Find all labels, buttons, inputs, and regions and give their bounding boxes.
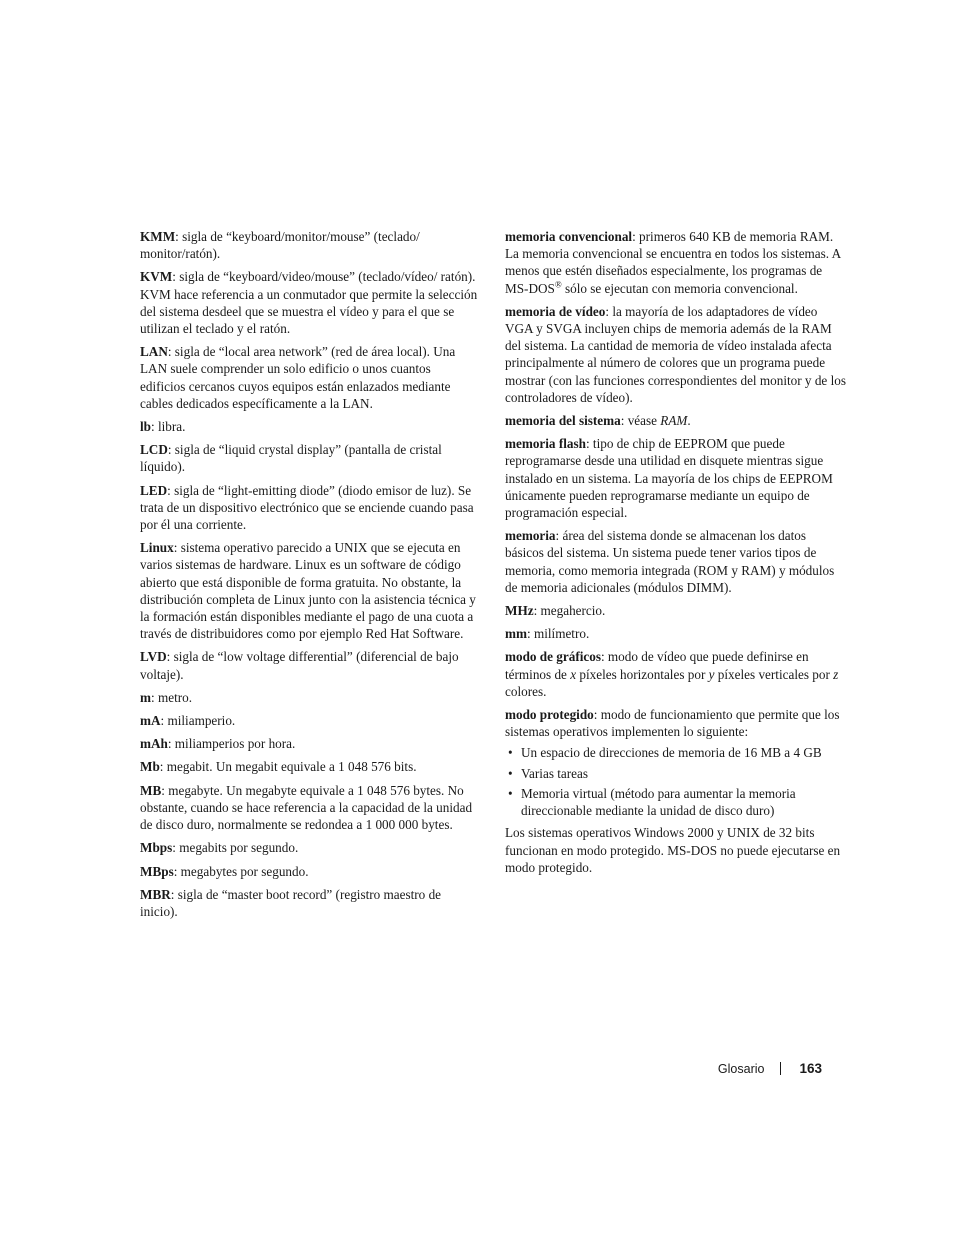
glossary-entry-led <box>140 482 478 534</box>
definition: : miliamperio. <box>160 713 236 729</box>
definition: : primeros 640 KB de memoria RAM. La memoria convencional se encuentra en todos los sistemas. A menos que estén diseñados especialmente, los programas de MS-DOS <box>505 229 841 296</box>
term: mA <box>140 713 161 729</box>
definition: : megabyte. Un megabyte equivale a 1 048 576 bytes. No obstante, cuando se hace referencia a la capacidad de la unidad de disco duro, normalmente se redondea a 1 000 000 bytes. <box>140 782 473 833</box>
definition: : milímetro. <box>526 626 590 642</box>
bullet-icon: • <box>508 745 513 761</box>
term: MBps <box>140 863 174 879</box>
footer-divider <box>780 1062 781 1075</box>
definition: : sigla de “keyboard/monitor/mouse” (teclado/ monitor/ratón). <box>140 229 420 262</box>
glossary-entry-memoria-flash <box>505 435 847 521</box>
bullet-icon: • <box>508 785 513 801</box>
term: Mb <box>140 759 160 775</box>
variable-y: y <box>708 666 715 682</box>
definition-part-3: píxeles verticales por <box>714 666 834 682</box>
glossary-entry-kvm <box>140 268 478 337</box>
definition: : miliamperios por hora. <box>167 736 296 752</box>
variable-x: x <box>570 666 577 682</box>
closing-paragraph: Los sistemas operativos Windows 2000 y UNIX de 32 bits funcionan en modo protegido. MS-DOS no puede ejecutarse en modo protegido. <box>505 825 841 875</box>
page-number: 163 <box>799 1061 822 1076</box>
protected-mode-features-list <box>505 744 847 819</box>
page-footer <box>700 1061 822 1076</box>
definition: : megahercio. <box>533 603 606 619</box>
glossary-entry-mbps-byte <box>140 863 478 880</box>
definition: : megabit. Un megabit equivale a 1 048 576 bits. <box>159 759 417 775</box>
glossary-entry-lvd <box>140 648 478 682</box>
term: mm <box>505 626 527 642</box>
glossary-entry-mhz <box>505 602 847 619</box>
registered-mark: ® <box>554 279 562 290</box>
list-item-text: Un espacio de direcciones de memoria de 16 MB a 4 GB <box>521 745 822 761</box>
list-item <box>505 765 847 782</box>
term: memoria <box>505 528 556 544</box>
term: memoria del sistema <box>505 413 621 429</box>
glossary-entry-modo-graficos <box>505 648 847 700</box>
term: MHz <box>505 603 534 619</box>
term: lb <box>140 419 151 435</box>
definition: : sistema operativo parecido a UNIX que se ejecuta en varios sistemas de hardware. Linux es un software de código abierto que está disponible de forma gratuita. No obstante, la distribución completa de Linux junto con la asistencia técnica y la formación están disponibles mediante el pago de una cuota a través de distribuidores como por ejemplo Red Hat Software. <box>140 540 476 642</box>
definition: : sigla de “keyboard/video/mouse” (teclado/vídeo/ ratón). KVM hace referencia a un conmutador que permite la selección del sistema desdeel que se muestra el vídeo y para el que se utilizan el teclado y el ratón. <box>140 269 478 337</box>
definition-part-4: colores. <box>505 683 547 699</box>
definition: : modo de funcionamiento que permite que los sistemas operativos implementen lo siguiente: <box>505 707 840 740</box>
glossary-entry-modo-protegido <box>505 706 847 740</box>
glossary-entry-mbr <box>140 886 478 920</box>
glossary-entry-mah <box>140 735 478 752</box>
left-column <box>140 228 478 926</box>
term: MB <box>140 782 162 798</box>
bullet-icon: • <box>508 765 513 781</box>
term: mAh <box>140 736 168 752</box>
definition: : metro. <box>151 689 193 705</box>
definition-cont: sólo se ejecutan con memoria convencional. <box>561 280 798 296</box>
glossary-entry-kmm <box>140 228 478 262</box>
glossary-entry-linux <box>140 539 478 642</box>
definition: : sigla de “liquid crystal display” (pantalla de cristal líquido). <box>140 442 442 475</box>
term: memoria flash <box>505 436 586 452</box>
glossary-entry-memoria <box>505 527 847 596</box>
definition-end: . <box>687 413 691 429</box>
definition: : sigla de “low voltage differential” (diferencial de bajo voltaje). <box>140 649 459 682</box>
term: memoria de vídeo <box>505 303 606 319</box>
glossary-entry-m <box>140 689 478 706</box>
glossary-entry-memoria-sistema <box>505 412 847 429</box>
term: LAN <box>140 344 168 360</box>
glossary-entry-lb <box>140 418 478 435</box>
right-column <box>505 228 847 882</box>
definition: : tipo de chip de EEPROM que puede reprogramarse desde una utilidad en disquete mientras sigue instalado en un sistema. La mayoría de los chips de EEPROM únicamente pueden reprogramarse mediante un equipo de programación especial. <box>505 436 833 521</box>
definition: : véase <box>620 413 661 429</box>
term: memoria convencional <box>505 229 633 244</box>
term: Mbps <box>140 840 173 856</box>
term: KVM <box>140 269 173 285</box>
glossary-entry-mb-byte <box>140 782 478 834</box>
term: modo protegido <box>505 707 594 723</box>
list-item-text: Varias tareas <box>521 765 588 781</box>
term: modo de gráficos <box>505 649 601 665</box>
definition: : megabytes por segundo. <box>173 863 309 879</box>
term: Linux <box>140 540 174 556</box>
term: LED <box>140 482 168 498</box>
definition: : sigla de “local area network” (red de área local). Una LAN suele comprender un solo edificio o unos cuantos edificios cercanos cuyos equipos están enlazados mediante cables dedicados específicamente a la LAN. <box>140 344 456 411</box>
glossary-entry-ma <box>140 712 478 729</box>
list-item-text: Memoria virtual (método para aumentar la memoria direccionable mediante la unidad de disco duro) <box>521 785 796 819</box>
glossary-entry-mbps-bit <box>140 839 478 856</box>
definition: : la mayoría de los adaptadores de vídeo VGA y SVGA incluyen chips de memoria además de la RAM del sistema. La cantidad de memoria de vídeo instalada afecta principalmente al número de colores que un programa puede mostrar (con las funciones correspondientes del monitor y de los controladores de vídeo). <box>505 303 846 405</box>
term: LCD <box>140 442 168 458</box>
glossary-entry-lcd <box>140 441 478 475</box>
definition: : área del sistema donde se almacenan los datos básicos del sistema. Un sistema puede tener varios tipos de memoria, como memoria integrada (ROM y RAM) y módulos de memoria adicionales (módulos DIMM). <box>505 528 835 595</box>
variable-z: z <box>833 666 839 682</box>
glossary-entry-mb-bit <box>140 758 478 775</box>
term: LVD <box>140 649 167 665</box>
list-item <box>505 744 847 761</box>
list-item <box>505 785 847 819</box>
glossary-entry-memoria-convencional <box>505 228 847 297</box>
definition-part-2: píxeles horizontales por <box>576 666 709 682</box>
term: m <box>140 689 151 705</box>
definition: : sigla de “master boot record” (registro maestro de inicio). <box>140 886 442 919</box>
definition: : sigla de “light-emitting diode” (diodo emisor de luz). Se trata de un dispositivo electrónico que se enciende cuando pasa por él una corriente. <box>140 482 474 533</box>
cross-reference: RAM <box>660 413 688 429</box>
section-name: Glosario <box>717 1061 765 1076</box>
glossary-entry-mm <box>505 625 847 642</box>
definition: : megabits por segundo. <box>172 840 299 856</box>
glossary-entry-lan <box>140 343 478 412</box>
definition: : modo de vídeo que puede definirse en términos de <box>505 649 809 682</box>
term: MBR <box>140 886 171 902</box>
definition: : libra. <box>151 419 186 435</box>
glossary-entry-memoria-video <box>505 303 847 406</box>
term: KMM <box>140 229 176 244</box>
